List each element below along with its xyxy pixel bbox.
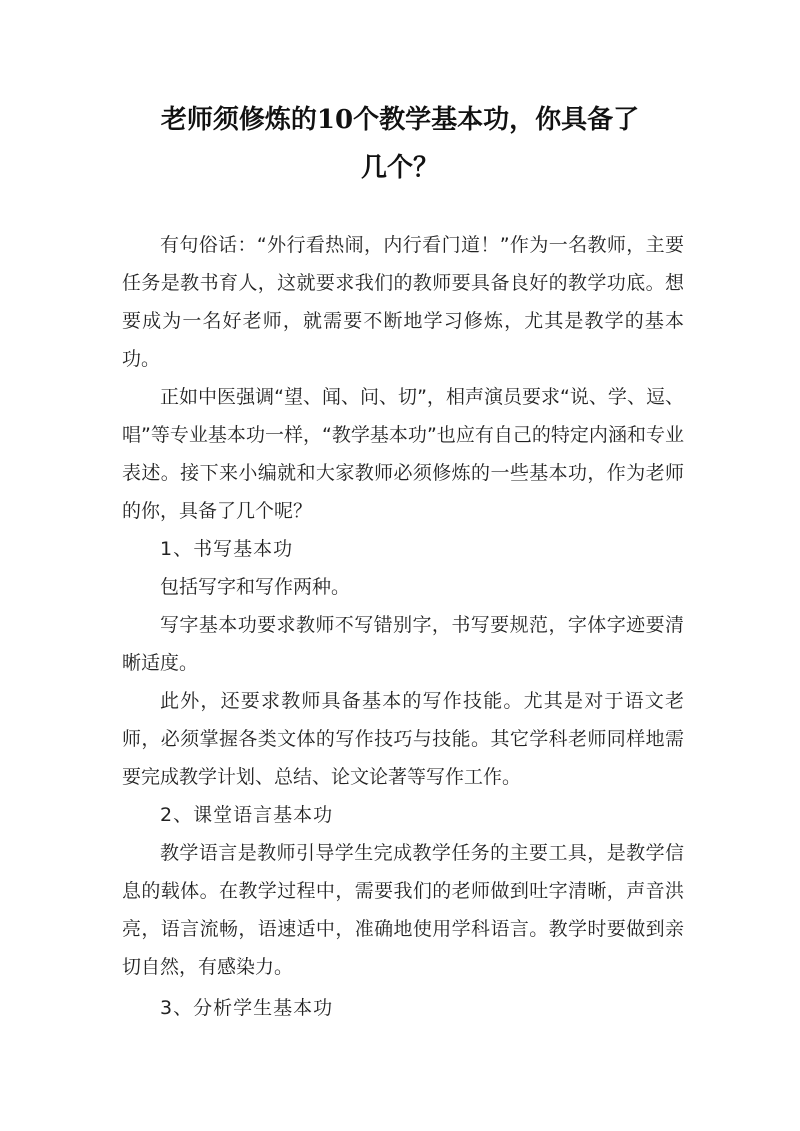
body-paragraph: 写字基本功要求教师不写错别字，书写要规范，字体字迹要清晰适度。 <box>122 614 684 674</box>
section-heading-classroom-language: 2、课堂语言基本功 <box>160 804 334 826</box>
section-heading-writing: 1、书写基本功 <box>160 538 294 560</box>
body-paragraph: 教学语言是教师引导学生完成教学任务的主要工具，是教学信息的载体。在教学过程中，需要我们的老师做到吐字清晰，声音洪亮，语言流畅，语速适中，准确地使用学科语言。教学时要做到亲切自然，有感染力。 <box>122 842 684 978</box>
document-body <box>122 226 684 1027</box>
document-title <box>100 96 700 192</box>
title-line-2: 几个？ <box>360 153 439 183</box>
body-paragraph: 此外，还要求教师具备基本的写作技能。尤其是对于语文老师，必须掌握各类文体的写作技巧与技能。其它学科老师同样地需要完成教学计划、总结、论文论著等写作工作。 <box>122 690 684 788</box>
intro-paragraph-2: 正如中医强调“望、闻、问、切”，相声演员要求“说、学、逗、唱”等专业基本功一样，“教学基本功”也应有自己的特定内涵和专业表述。接下来小编就和大家教师必须修炼的一些基本功，作为老师的你，具备了几个呢？ <box>122 386 684 522</box>
body-paragraph: 包括写字和写作两种。 <box>160 576 351 598</box>
title-line-1: 老师须修炼的10个教学基本功，你具备了 <box>160 105 640 135</box>
section-heading-student-analysis: 3、分析学生基本功 <box>160 997 334 1019</box>
intro-paragraph: 有句俗话：“外行看热闹，内行看门道！”作为一名教师，主要任务是教书育人，这就要求我们的教师要具备良好的教学功底。想要成为一名好老师，就需要不断地学习修炼，尤其是教学的基本功。 <box>122 234 684 370</box>
